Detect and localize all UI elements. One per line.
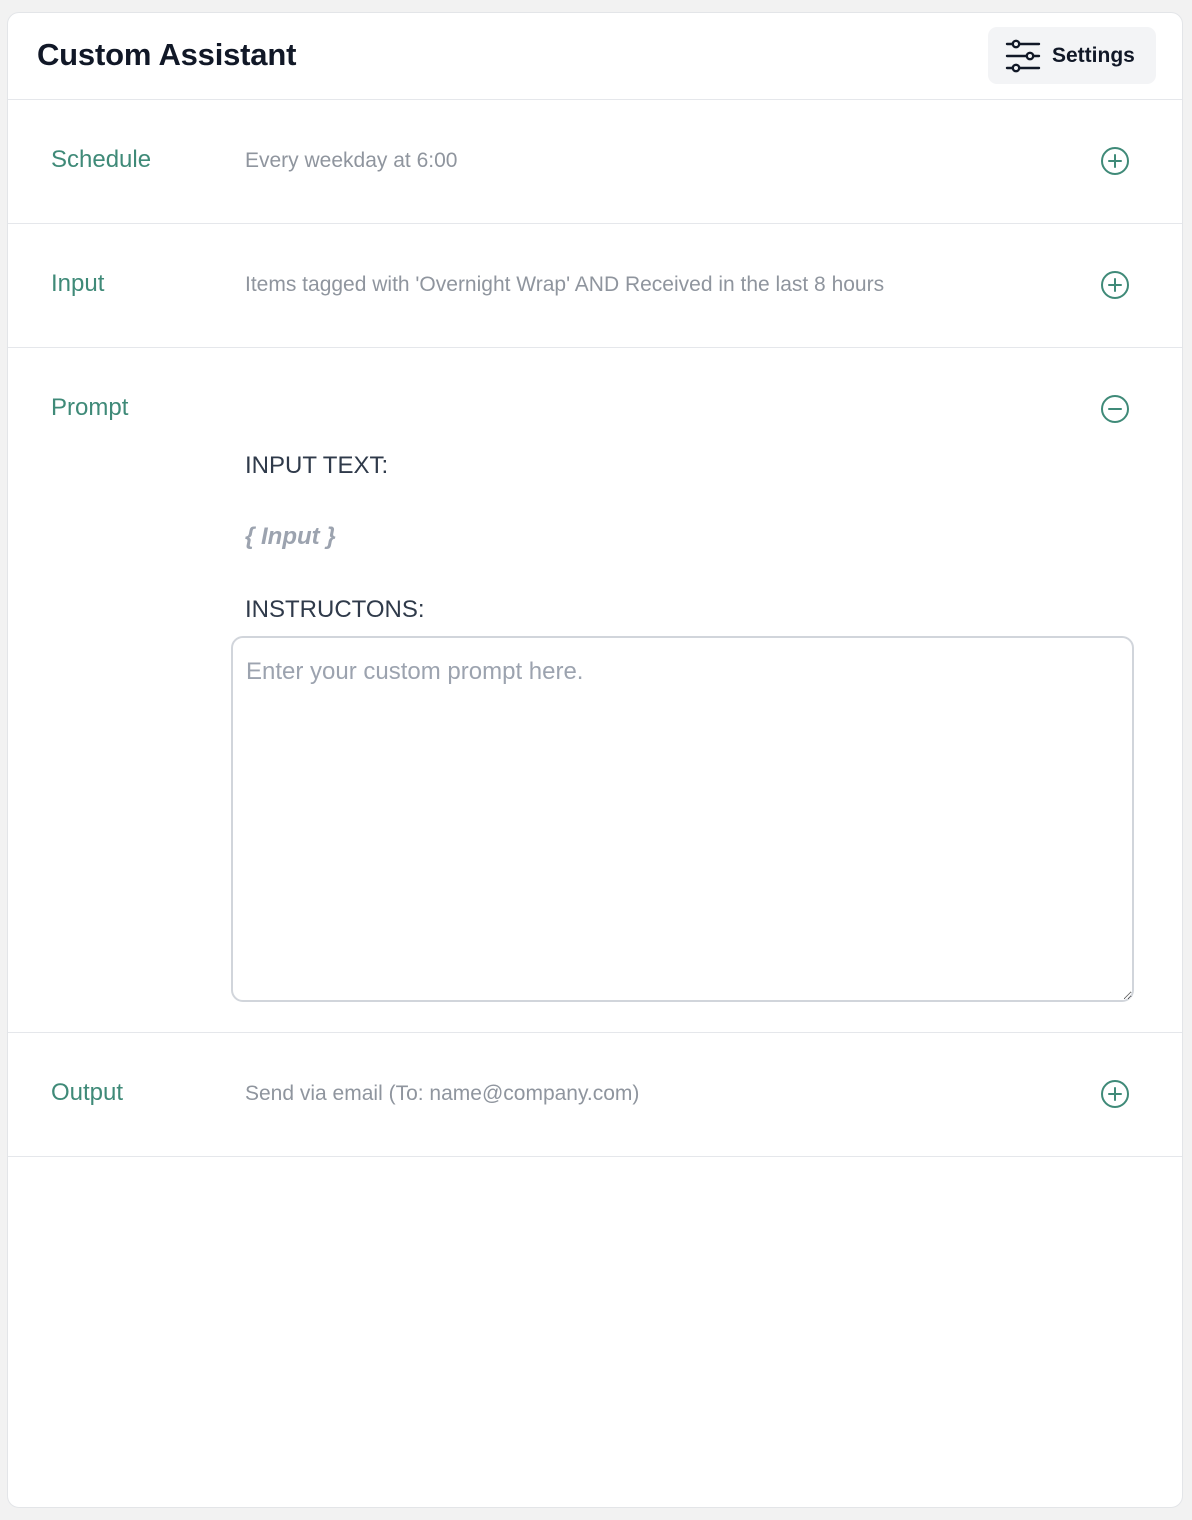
custom-assistant-card bbox=[7, 12, 1183, 1508]
prompt-collapse-button[interactable] bbox=[1100, 394, 1130, 424]
output-row bbox=[8, 1033, 1182, 1157]
schedule-expand-button[interactable] bbox=[1100, 146, 1130, 176]
settings-button[interactable] bbox=[988, 27, 1156, 84]
schedule-value: Every weekday at 6:00 bbox=[245, 149, 458, 172]
prompt-row bbox=[8, 348, 1182, 1033]
input-expand-button[interactable] bbox=[1100, 270, 1130, 300]
card-header bbox=[8, 13, 1182, 100]
input-variable-token: { Input } bbox=[245, 523, 336, 550]
sliders-icon bbox=[1005, 38, 1041, 74]
page-title: Custom Assistant bbox=[37, 37, 297, 72]
input-row bbox=[8, 224, 1182, 348]
schedule-label: Schedule bbox=[51, 146, 152, 173]
plus-circle-icon bbox=[1100, 146, 1130, 176]
prompt-label: Prompt bbox=[51, 394, 129, 421]
custom-prompt-textarea[interactable] bbox=[231, 636, 1134, 1002]
output-value: Send via email (To: name@company.com) bbox=[245, 1082, 640, 1105]
input-label: Input bbox=[51, 270, 105, 297]
input-text-heading: INPUT TEXT: bbox=[245, 452, 389, 479]
output-expand-button[interactable] bbox=[1100, 1079, 1130, 1109]
minus-circle-icon bbox=[1100, 394, 1130, 424]
schedule-row bbox=[8, 100, 1182, 224]
instructions-heading: INSTRUCTONS: bbox=[245, 596, 425, 623]
input-value: Items tagged with 'Overnight Wrap' AND Received in the last 8 hours bbox=[245, 273, 885, 296]
output-label: Output bbox=[51, 1079, 124, 1106]
settings-button-label: Settings bbox=[1052, 43, 1135, 67]
plus-circle-icon bbox=[1100, 270, 1130, 300]
plus-circle-icon bbox=[1100, 1079, 1130, 1109]
